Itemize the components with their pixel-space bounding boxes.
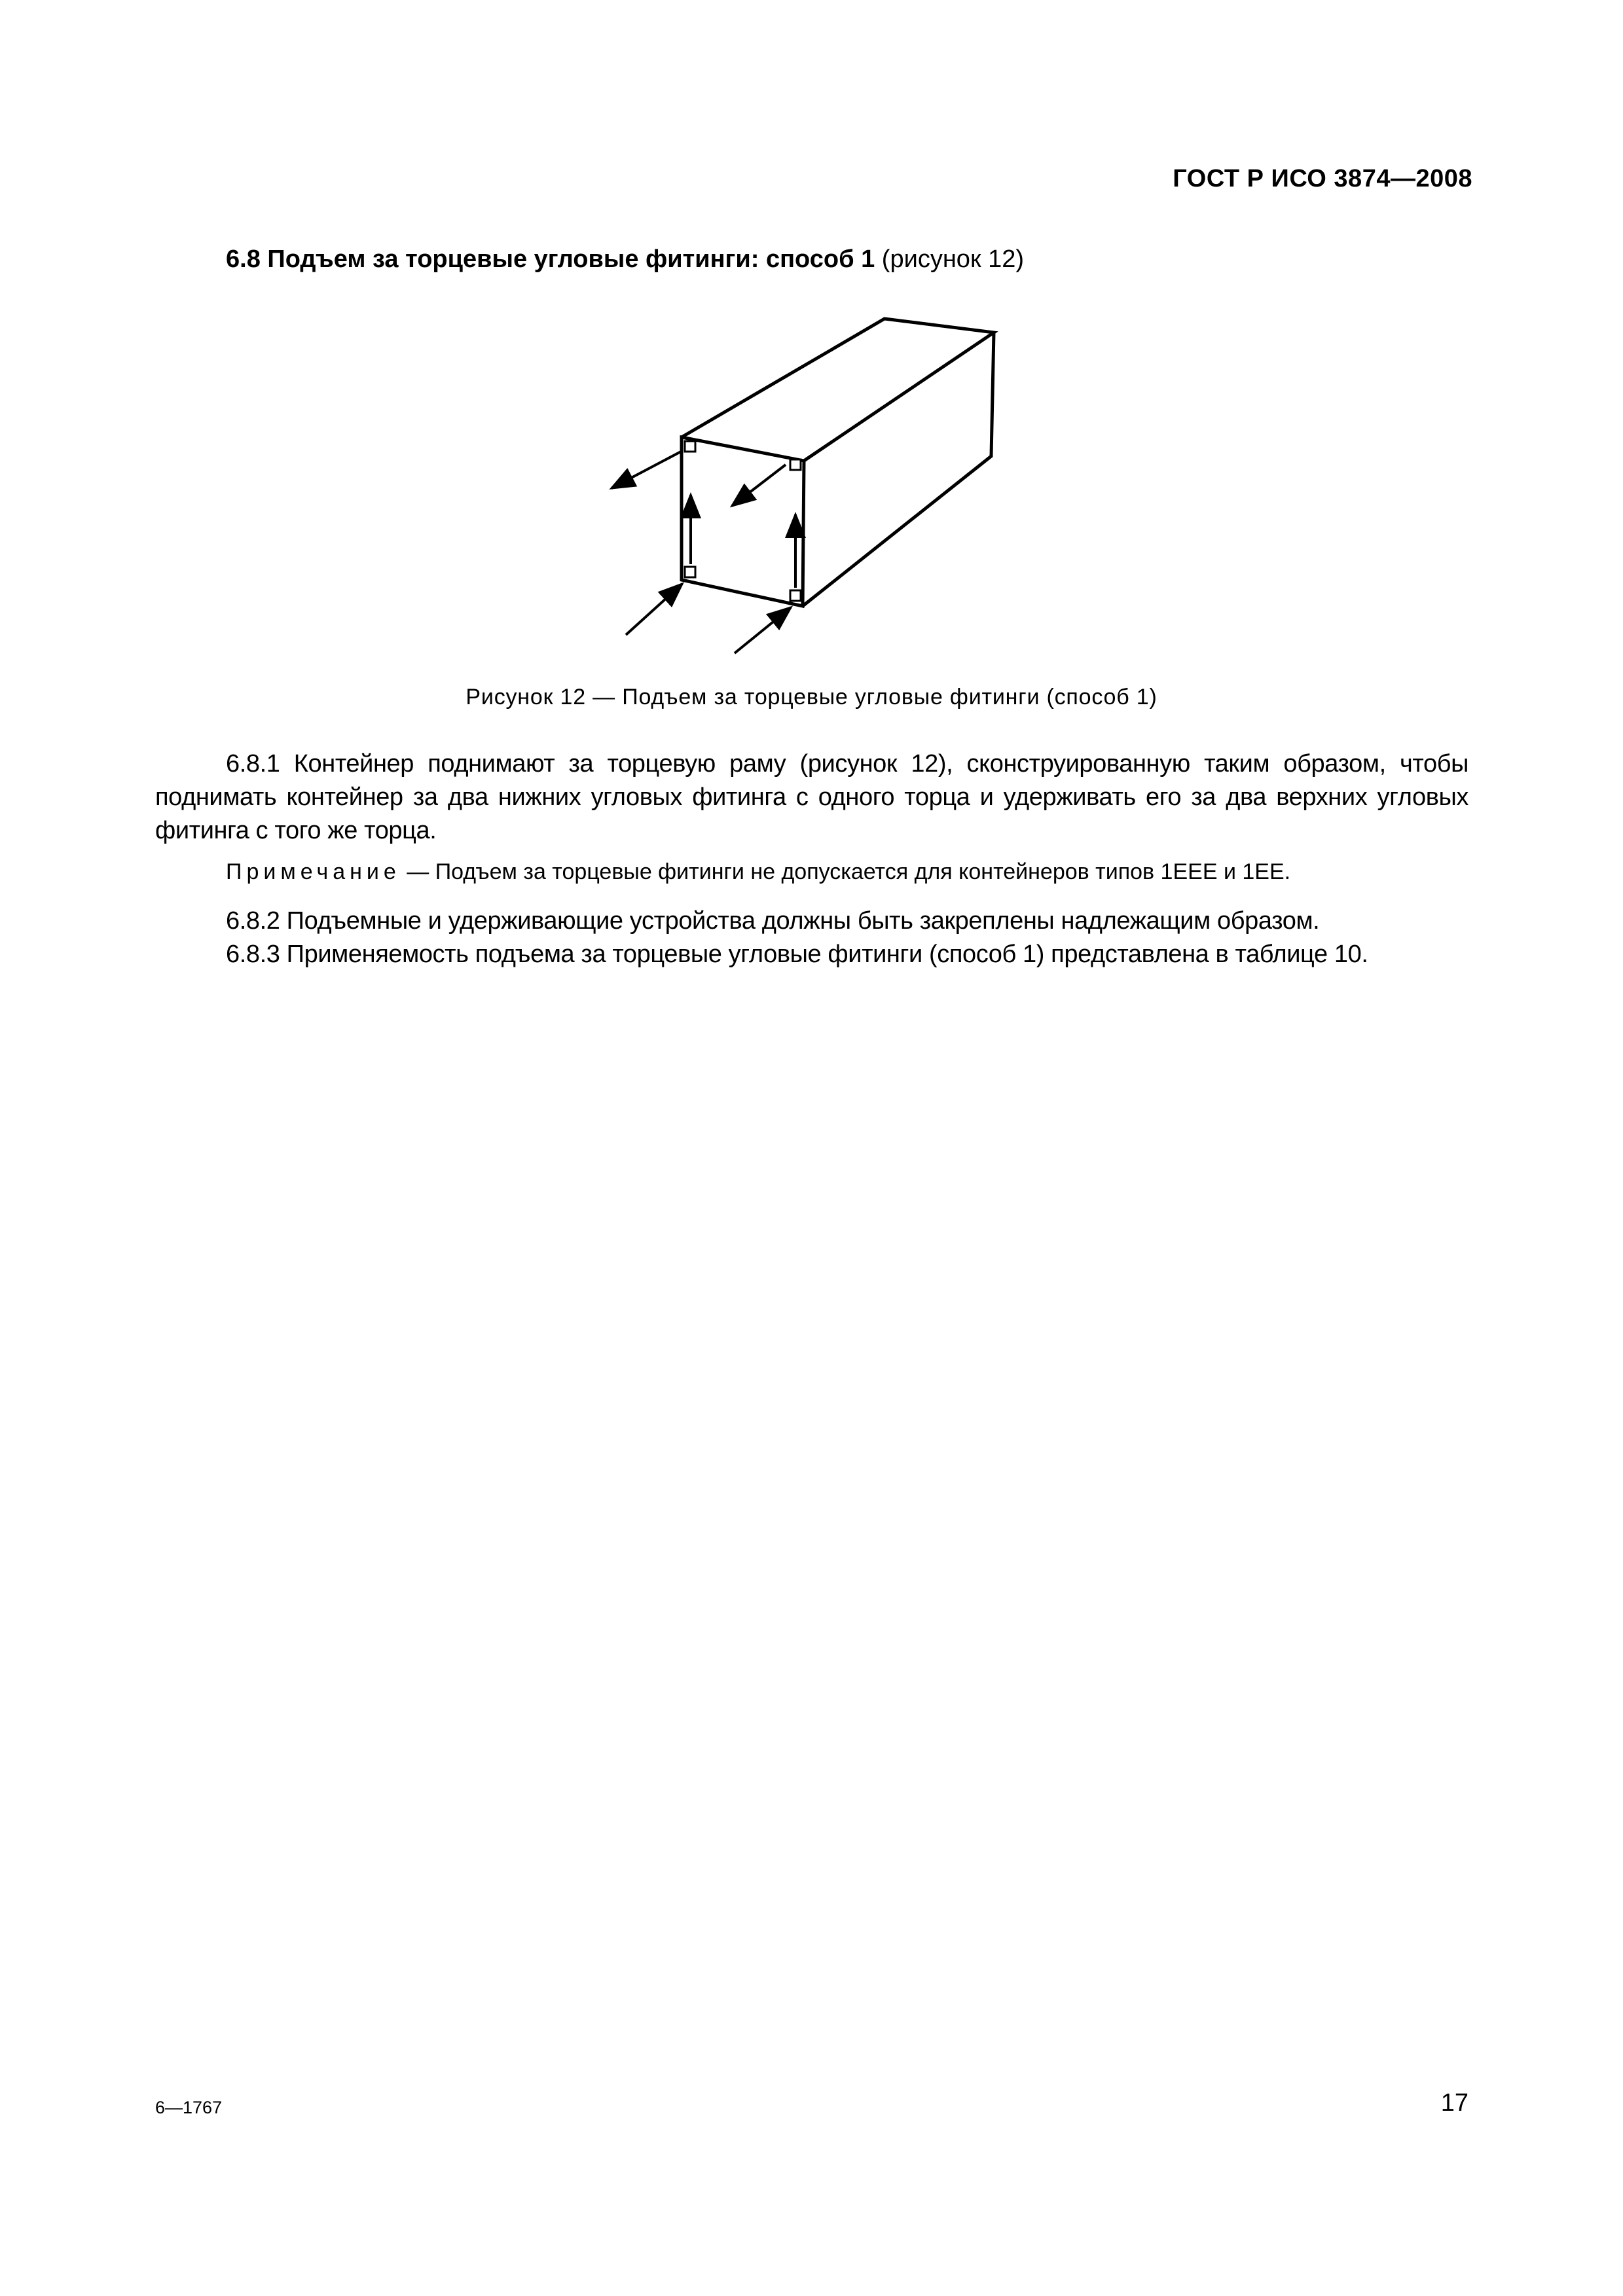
document-code: ГОСТ Р ИСО 3874—2008 (1173, 165, 1472, 192)
retaining-arrow-right (732, 465, 786, 506)
note-label: Примечание (226, 859, 401, 884)
lifting-arrow-left-diagonal (626, 584, 682, 635)
container-lifting-diagram (0, 0, 1623, 687)
paragraph-6-8-2: 6.8.2 Подъемные и удерживающие устройства должны быть закреплены надлежащим образом. (226, 907, 1320, 935)
corner-fitting-top-right (790, 459, 801, 470)
retaining-arrow-left (611, 452, 681, 488)
paragraph-6-8-1: 6.8.1 Контейнер поднимают за торцевую раму (рисунок 12), сконструированную таким образом, чтобы поднимать контейнер за два нижних угловых фитинга с одного торца и удерживать его за два верхних угловых фитинга с того же торца. (155, 750, 1468, 844)
page-number: 17 (1440, 2089, 1468, 2117)
section-title: 6.8 Подъем за торцевые угловые фитинги: способ 1 (226, 245, 875, 273)
note-text: — Подъем за торцевые фитинги не допускается для контейнеров типов 1EEE и 1EE. (400, 859, 1291, 884)
paragraph-6-8-3: 6.8.3 Применяемость подъема за торцевые угловые фитинги (способ 1) представлена в таблице 10. (226, 941, 1368, 968)
sheet-mark: 6—1767 (155, 2098, 223, 2117)
figure-12 (0, 0, 1623, 687)
container-top-edge (682, 319, 994, 461)
note (226, 859, 1290, 885)
corner-fitting-bottom-right (790, 590, 801, 601)
section-figure-ref: (рисунок 12) (875, 245, 1025, 273)
container-end-frame (682, 437, 804, 606)
corner-fitting-bottom-left (685, 567, 695, 577)
lifting-arrow-right-diagonal (735, 607, 791, 653)
corner-fitting-top-left (685, 441, 695, 452)
container-side-edge (803, 332, 994, 606)
figure-caption: Рисунок 12 — Подъем за торцевые угловые фитинги (способ 1) (465, 685, 1158, 709)
